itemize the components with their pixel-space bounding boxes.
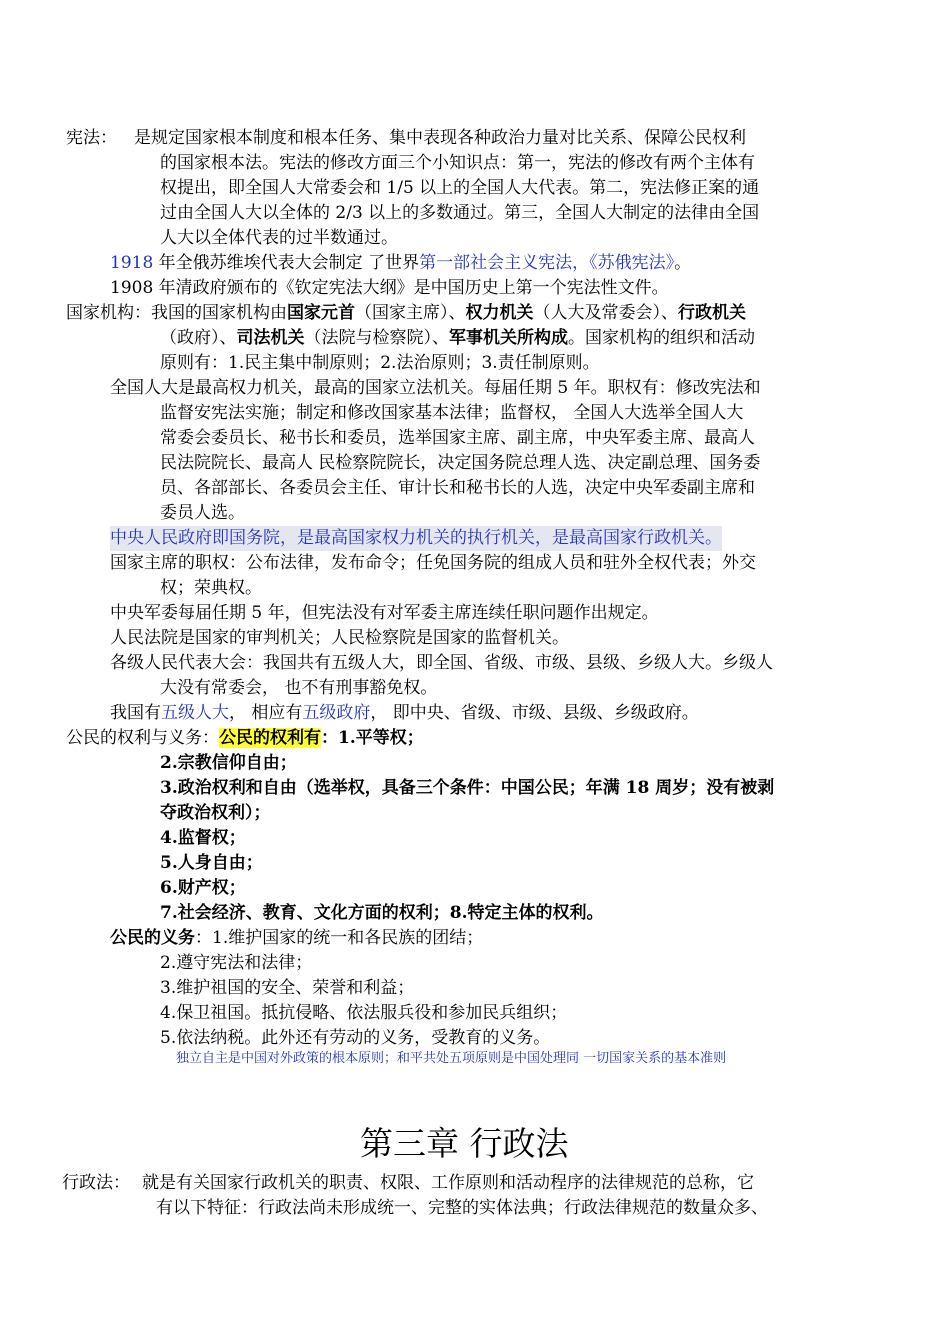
duties-item-2: 2.遵守宪法和法律； [160, 953, 313, 973]
five-level-government: 五级政府 [302, 703, 371, 723]
constitution-line-2: 的国家根本法。宪法的修改方面三个小知识点：第一，宪法的修改有两个主体有 [160, 153, 755, 173]
constitution-label: 宪法： [66, 128, 117, 148]
state-council-highlight: 中央人民政府即国务院，是最高国家权力机关的执行机关，是最高国家行政机关。 [110, 526, 722, 551]
congress-line-2: 大没有常委会， 也不有刑事豁免权。 [160, 678, 438, 698]
five-level-congress: 五级人大 [161, 703, 229, 723]
courts-line: 人民法院是国家的审判机关；人民检察院是国家的监督机关。 [110, 628, 569, 648]
rights-item-6: 6.财产权； [160, 878, 246, 898]
organs-line-3: 原则有：1.民主集中制原则；2.法治原则；3.责任制原则。 [160, 353, 600, 373]
organs-label: 国家机构： [66, 303, 151, 323]
rights-item-4: 4.监督权； [160, 828, 246, 848]
rights-item-3-cont: 夺政治权利）； [160, 803, 271, 823]
npc-line-1: 全国人大是最高权力机关，最高的国家立法机关。每届任期 5 年。职权有：修改宪法和 [110, 378, 761, 398]
rights-heading-highlight: 公民的权利有 [219, 728, 321, 748]
duties-item-4: 4.保卫祖国。抵抗侵略、依法服兵役和参加民兵组织； [160, 1003, 568, 1023]
npc-line-3: 常委会委员长、秘书长和委员，选举国家主席、副主席，中央军委主席、最高人 [160, 428, 755, 448]
soviet-constitution-line: 1918 年全俄苏维埃代表大会制定 了世界第一部社会主义宪法，《苏俄宪法》。 [110, 253, 692, 273]
constitution-line-4: 过由全国人大以全体的 2/3 以上的多数通过。第三，全国人大制定的法律由全国 [160, 203, 760, 223]
duties-item-3: 3.维护祖国的安全、荣誉和利益； [160, 978, 415, 998]
soviet-year: 1918 [110, 253, 154, 273]
constitution-line-1: 是规定国家根本制度和根本任务、集中表现各种政治力量对比关系、保障公民权利 [134, 128, 746, 148]
rights-item-7: 7.社会经济、教育、文化方面的权利；8.特定主体的权利。 [160, 903, 604, 923]
cmc-line: 中央军委每届任期 5 年，但宪法没有对军委主席连续任职问题作出规定。 [110, 603, 659, 623]
npc-line-5: 员、各部部长、各委员会主任、审计长和秘书长的人选，决定中央军委副主席和 [160, 478, 755, 498]
chapter-title: 第三章 行政法 [360, 1124, 569, 1163]
president-line-2: 权；荣典权。 [160, 578, 262, 598]
npc-line-6: 委员人选。 [160, 503, 245, 523]
constitution-line-5: 人大以全体代表的过半数通过。 [160, 228, 398, 248]
rights-item-5: 5.人身自由； [160, 853, 263, 873]
admin-law-line-2: 有以下特征：行政法尚未形成统一、完整的实体法典；行政法律规范的数量众多、 [156, 1198, 768, 1218]
foreign-policy-note: 独立自主是中国对外政策的根本原则；和平共处五项原则是中国处理同 一切国家关系的基本准则 [176, 1051, 727, 1066]
levels-line: 我国有五级人大， 相应有五级政府， 即中央、省级、市级、县级、乡级政府。 [110, 703, 699, 723]
organs-line-2: （政府）、司法机关（法院与检察院）、军事机关所构成。国家机构的组织和活动 [160, 328, 755, 348]
organs-line-1: 国家机构：我国的国家机构由国家元首（国家主席）、权力机关（人大及常委会）、行政机关 [66, 303, 746, 323]
congress-line-1: 各级人民代表大会：我国共有五级人大，即全国、省级、市级、县级、乡级人大。乡级人 [110, 653, 773, 673]
duties-heading: 公民的义务 [110, 928, 195, 948]
npc-line-2: 监督安宪法实施；制定和修改国家基本法律；监督权， 全国人大选举全国人大 [160, 403, 744, 423]
rights-line-1: 公民的权利与义务：公民的权利有：1.平等权； [66, 728, 424, 748]
soviet-constitution-highlight: 第一部社会主义宪法，《苏俄宪法》 [419, 253, 675, 273]
constitution-line-3: 权提出，即全国人大常委会和 1/5 以上的全国人大代表。第二，宪法修正案的通 [160, 178, 760, 198]
admin-law-label: 行政法： [62, 1173, 130, 1193]
rights-item-2: 2.宗教信仰自由； [160, 753, 297, 773]
qing-constitution-line: 1908 年清政府颁布的《钦定宪法大纲》是中国历史上第一个宪法性文件。 [110, 278, 669, 298]
npc-line-4: 民法院院长、最高人 民检察院院长，决定国务院总理人选、决定副总理、国务委 [160, 453, 761, 473]
admin-law-line-1: 就是有关国家行政机关的职责、权限、工作原则和活动程序的法律规范的总称，它 [142, 1173, 754, 1193]
rights-label: 公民的权利与义务： [66, 728, 219, 748]
president-line-1: 国家主席的职权：公布法律，发布命令；任免国务院的组成人员和驻外全权代表；外交 [110, 553, 756, 573]
rights-item-3: 3.政治权利和自由（选举权，具备三个条件：中国公民；年满 18 周岁；没有被剥 [160, 778, 775, 798]
duties-line-1: 公民的义务：1.维护国家的统一和各民族的团结； [110, 928, 484, 948]
duties-item-5: 5.依法纳税。此外还有劳动的义务，受教育的义务。 [160, 1028, 551, 1048]
